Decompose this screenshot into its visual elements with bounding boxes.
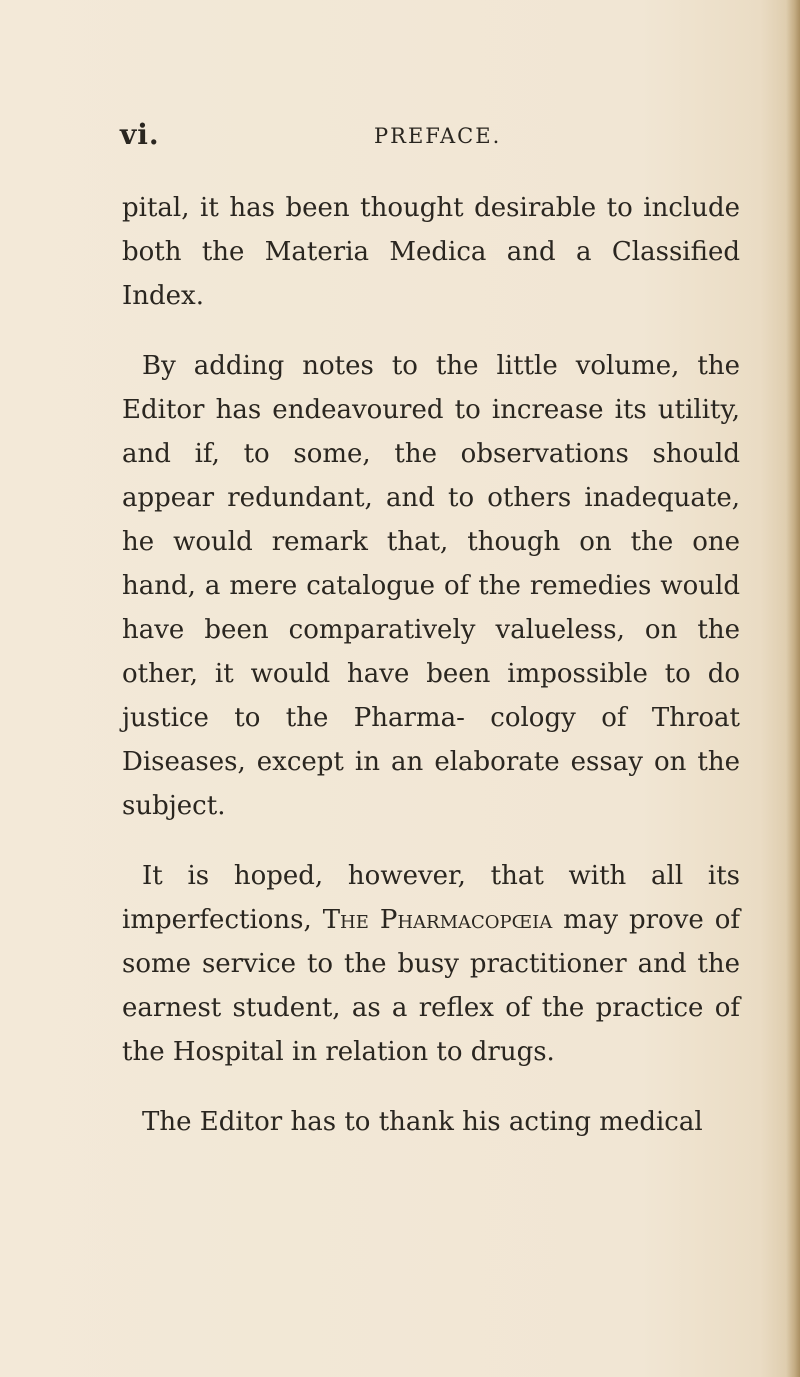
page-edge-shadow — [786, 0, 800, 1377]
running-head: PREFACE. — [374, 124, 502, 148]
body-text — [122, 186, 740, 1144]
paragraph-thanks: The Editor has to thank his acting medical — [142, 1107, 703, 1137]
book-title-small-caps: The Pharmacopœia — [322, 905, 553, 935]
paragraph-hoped — [122, 854, 740, 1074]
paragraph-hoped-text-end: may prove of some service to the busy practitioner and the earnest student, as a reflex of the practice of the Hospital in relation to drugs. — [122, 905, 740, 1067]
paragraph-hoped-text-start: It is hoped, however, that with all its imperfections, — [122, 861, 740, 935]
page-header — [120, 118, 740, 158]
paragraph-continuation: pital, it has been thought desirable to include both the Materia Medica and a Classified Index. — [122, 193, 740, 311]
page-number: vi. — [120, 118, 160, 151]
paragraph-notes: By adding notes to the little volume, the Editor has endeavoured to increase its utility, and if, to some, the observations should appear redundant, and to others inadequate, he would remark that, though on the one hand, a mere catalogue of the remedies would have been comparatively valueless, on the other, it would have been impossible to do justice to the Pharma- cology of Throat Diseases, except in an elaborate essay on the subject. — [122, 351, 740, 821]
